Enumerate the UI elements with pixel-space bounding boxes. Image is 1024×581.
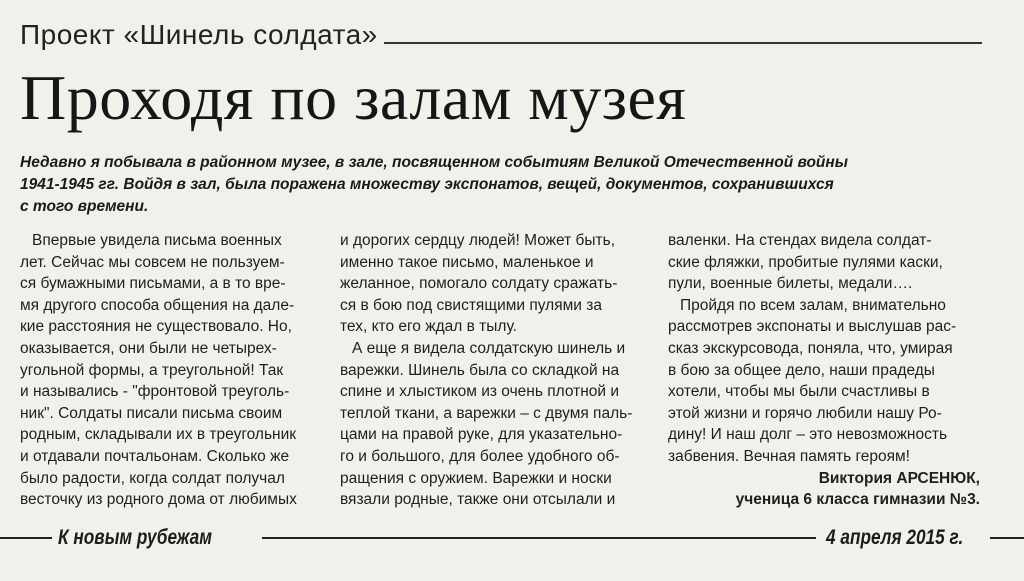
text-line: мя другого способа общения на дале- — [20, 296, 295, 314]
text-line: рассмотрев экспонаты и выслушав рас- — [668, 318, 957, 336]
text-line: цами на правой руке, для указательно- — [340, 426, 623, 444]
header-rule — [384, 42, 982, 44]
footer-rule — [990, 537, 1024, 539]
text-line: го и большого, для более удобного об- — [340, 447, 620, 465]
text-line: теплой ткани, а варежки – с двумя паль- — [340, 404, 633, 422]
text-line: сказ экскурсовода, поняла, что, умирая — [668, 339, 953, 357]
text-line: было радости, когда солдат получал — [20, 469, 285, 487]
article-column-1 — [20, 230, 328, 511]
footer-rule — [262, 537, 816, 539]
lead-line: Недавно я побывала в районном музее, в зале, посвященном событиям Великой Отечественной войны — [20, 154, 849, 171]
text-line: пули, военные билеты, медали…. — [668, 275, 913, 293]
page-footer — [0, 524, 1024, 552]
text-line: в бою за общее дело, наши прадеды — [668, 361, 935, 379]
text-line: и отдавали почтальонам. Сколько же — [20, 447, 290, 465]
text-line: спине и хлыстиком из очень плотной и — [340, 383, 620, 401]
footer-rule — [0, 537, 52, 539]
issue-date: 4 апреля 2015 г. — [826, 526, 964, 549]
text-line: ся бумажными письмами, а в то вре- — [20, 275, 286, 293]
text-line: вязали родные, также они отсылали и — [340, 491, 616, 509]
author-role: ученица 6 класса гимназии №3. — [735, 491, 980, 509]
project-label: Проект «Шинель солдата» — [20, 19, 378, 50]
text-line: ские фляжки, пробитые пулями каски, — [668, 253, 943, 271]
text-line: родным, складывали их в треугольник — [20, 426, 297, 444]
text-line: Пройдя по всем залам, внимательно — [680, 296, 946, 314]
text-line: весточку из родного дома от любимых — [20, 491, 297, 509]
text-line: дину! И наш долг – это невозможность — [668, 426, 948, 444]
text-line: ся в бою под свистящими пулями за — [340, 296, 602, 314]
text-line: тех, кто его ждал в тылу. — [340, 318, 517, 336]
text-line: оказывается, они были не четырех- — [20, 339, 277, 357]
lead-line: 1941-1945 гг. Войдя в зал, была поражена множеству экспонатов, вещей, документов, сохранившихся — [20, 176, 834, 193]
text-line: угольной формы, а треугольной! Так — [20, 361, 284, 379]
text-line: и назывались - "фронтовой треуголь- — [20, 383, 290, 401]
text-line: валенки. На стендах видела солдат- — [668, 232, 932, 249]
text-line: желанное, помогало солдату сражать- — [340, 275, 618, 293]
article-headline: Проходя по залам музея — [20, 62, 687, 133]
text-line: варежки. Шинель была со складкой на — [340, 361, 620, 379]
text-line: ращения с оружием. Варежки и носки — [340, 469, 612, 487]
lead-line: с того времени. — [20, 198, 149, 215]
text-line: А еще я видела солдатскую шинель и — [352, 339, 626, 357]
article-lead — [20, 152, 988, 218]
text-line: кие расстояния не существовало. Но, — [20, 318, 292, 336]
text-line: и дорогих сердцу людей! Может быть, — [340, 232, 616, 249]
text-line: Впервые увидела письма военных — [32, 232, 282, 249]
text-line: забвения. Вечная память героям! — [668, 447, 910, 465]
text-line: этой жизни и горячо любили нашу Ро- — [668, 404, 942, 422]
text-line: именно такое письмо, маленькое и — [340, 253, 594, 271]
text-line: ник". Солдаты писали письма своим — [20, 404, 283, 422]
text-line: лет. Сейчас мы совсем не пользуем- — [20, 253, 285, 271]
article-column-3 — [668, 230, 980, 511]
author-signature: Виктория АРСЕНЮК, — [818, 469, 980, 487]
article-column-2 — [340, 230, 650, 511]
project-header — [20, 16, 982, 52]
newspaper-name: К новым рубежам — [58, 526, 213, 549]
text-line: хотели, чтобы мы были счастливы в — [668, 383, 930, 401]
